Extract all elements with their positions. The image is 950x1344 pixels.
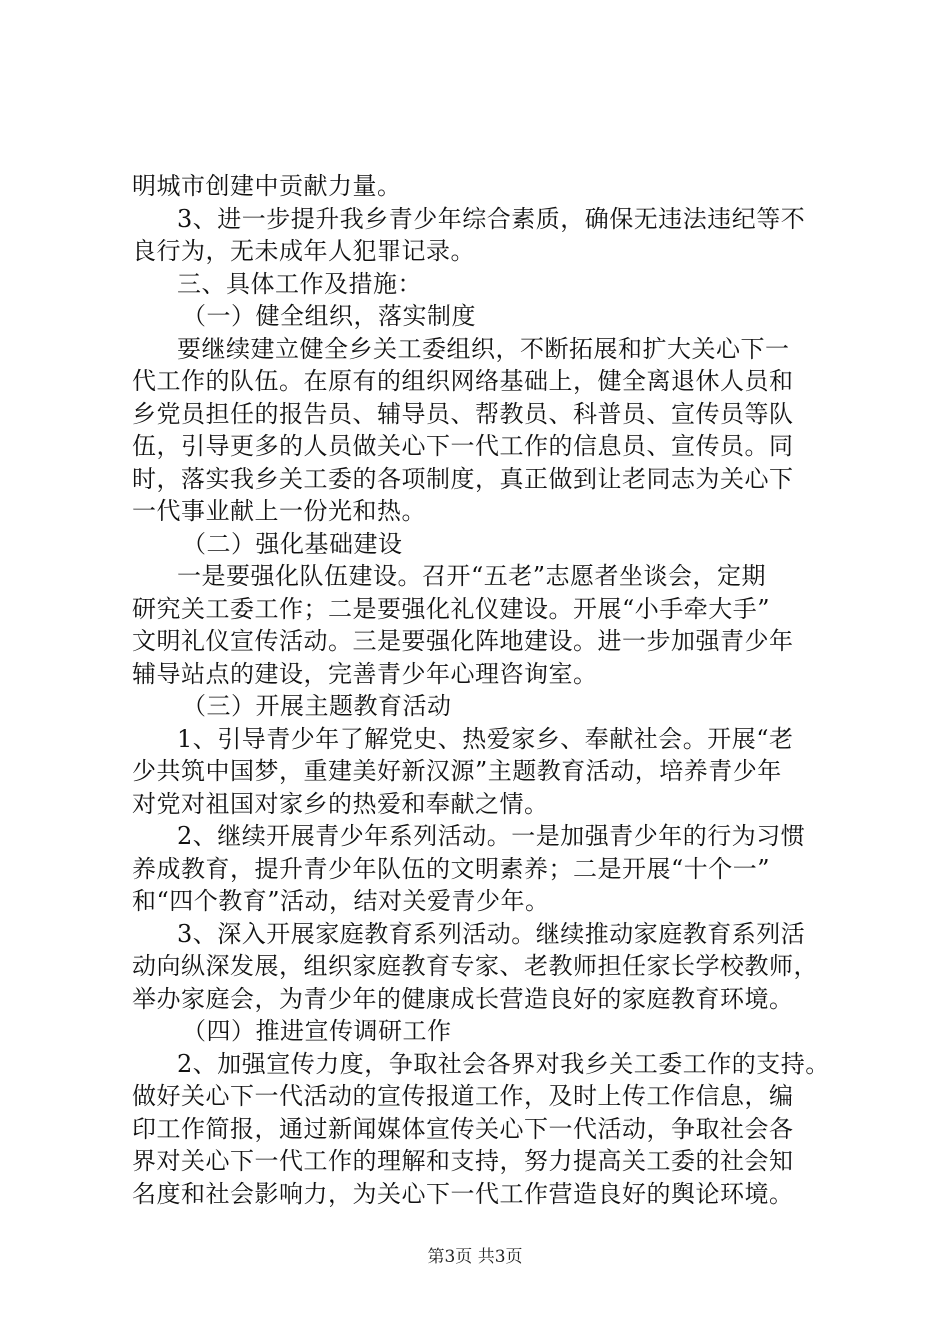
text-line: 界对关心下一代工作的理解和支持，努力提高关工委的社会知 <box>132 1147 794 1175</box>
text-line: 1、引导青少年了解党史、热爱家乡、奉献社会。开展“老 <box>177 724 794 753</box>
document-body <box>132 170 872 1210</box>
subsection-heading: （一）健全组织，落实制度 <box>182 302 476 330</box>
text-line: 印工作简报，通过新闻媒体宣传关心下一代活动，争取社会各 <box>132 1114 794 1143</box>
text-line: 3、深入开展家庭教育系列活动。继续推动家庭教育系列活 <box>177 919 806 948</box>
text-line: 伍，引导更多的人员做关心下一代工作的信息员、宣传员。同 <box>132 432 794 460</box>
text-line: 举办家庭会，为青少年的健康成长营造良好的家庭教育环境。 <box>132 984 794 1013</box>
subsection-heading: （三）开展主题教育活动 <box>182 692 452 720</box>
text-line: 代工作的队伍。在原有的组织网络基础上，健全离退休人员和 <box>132 367 794 395</box>
text-line: 养成教育，提升青少年队伍的文明素养；二是开展“十个一” <box>132 854 771 883</box>
text-line: 时，落实我乡关工委的各项制度，真正做到让老同志为关心下 <box>132 464 794 493</box>
text-line: 研究关工委工作；二是要强化礼仪建设。开展“小手牵大手” <box>132 594 771 623</box>
text-line: 一代事业献上一份光和热。 <box>132 497 426 525</box>
text-line: 少共筑中国梦，重建美好新汉源”主题教育活动，培养青少年 <box>132 757 782 785</box>
subsection-heading: （四）推进宣传调研工作 <box>182 1017 452 1045</box>
text-line: 做好关心下一代活动的宣传报道工作，及时上传工作信息，编 <box>132 1082 794 1110</box>
text-line: 动向纵深发展，组织家庭教育专家、老教师担任家长学校教师， <box>132 952 818 980</box>
text-line: 2、加强宣传力度，争取社会各界对我乡关工委工作的支持。 <box>177 1049 830 1078</box>
text-line: 一是要强化队伍建设。召开“五老”志愿者坐谈会，定期 <box>177 562 767 590</box>
subsection-heading: （二）强化基础建设 <box>182 529 403 558</box>
page-number: 第3页 共3页 <box>427 1247 523 1267</box>
text-line: 要继续建立健全乡关工委组织，不断拓展和扩大关心下一 <box>177 334 790 363</box>
text-line: 对党对祖国对家乡的热爱和奉献之情。 <box>132 789 549 818</box>
text-line: 2、继续开展青少年系列活动。一是加强青少年的行为习惯 <box>177 822 806 850</box>
text-line: 和“四个教育”活动，结对关爱青少年。 <box>132 887 550 915</box>
text-line: 良行为，无未成年人犯罪记录。 <box>132 237 475 265</box>
text-line: 文明礼仪宣传活动。三是要强化阵地建设。进一步加强青少年 <box>132 627 794 655</box>
text-line: 明城市创建中贡献力量。 <box>132 172 402 200</box>
section-heading: 三、具体工作及措施： <box>177 269 422 298</box>
text-line: 乡党员担任的报告员、辅导员、帮教员、科普员、宣传员等队 <box>132 399 794 428</box>
text-line: 辅导站点的建设，完善青少年心理咨询室。 <box>132 659 598 688</box>
text-line: 名度和社会影响力，为关心下一代工作营造良好的舆论环境。 <box>132 1179 794 1208</box>
text-line: 3、进一步提升我乡青少年综合素质，确保无违法违纪等不 <box>177 204 806 233</box>
